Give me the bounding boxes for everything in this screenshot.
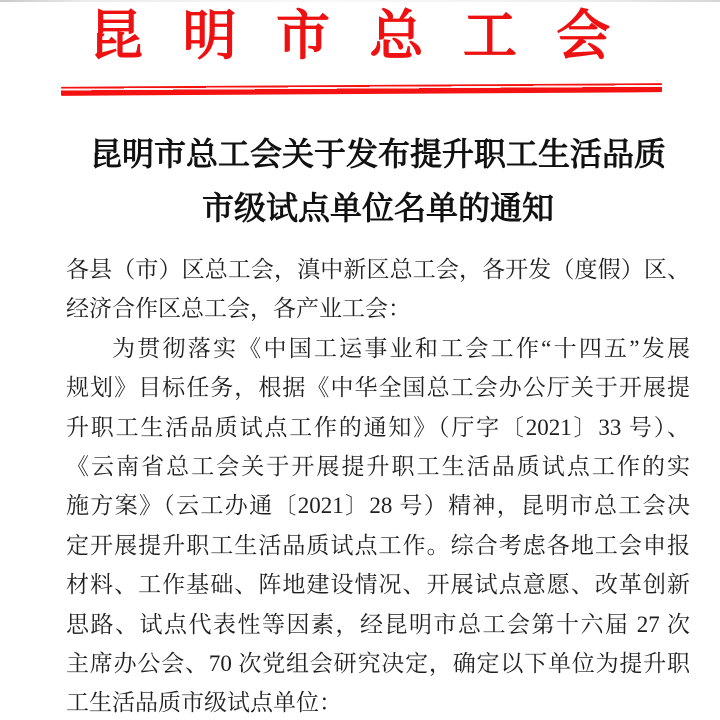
body-line: 工生活品质市级试点单位：	[66, 690, 342, 716]
body-line: 思路、试点代表性等因素，经昆明市总工会第十六届 27 次	[66, 611, 690, 637]
body-line: 规划》目标任务，根据《中华全国总工会办公厅关于开展提	[66, 375, 690, 401]
body-line: 施方案》（云工办通〔2021〕28 号）精神，昆明市总工会决	[66, 493, 690, 519]
body-line: 主席办公会、70 次党组会研究决定，确定以下单位为提升职	[66, 650, 690, 676]
body-line: 材料、工作基础、阵地建设情况、开展试点意愿、改革创新	[66, 572, 690, 598]
document-body	[66, 250, 690, 720]
body-line: 经济合作区总工会，各产业工会：	[66, 296, 411, 322]
body-line: 《云南省总工会关于开展提升职工生活品质试点工作的实	[66, 453, 690, 479]
letterhead-divider-rule	[61, 83, 662, 96]
letterhead-org-name: 昆明市总工会	[89, 6, 650, 66]
document-title-line-1: 昆明市总工会关于发布提升职工生活品质	[89, 136, 666, 172]
body-line: 各县（市）区总工会，滇中新区总工会，各开发（度假）区、	[66, 257, 690, 282]
document-title	[66, 127, 690, 235]
body-line: 为贯彻落实《中国工运事业和工会工作“十四五”发展	[112, 335, 690, 361]
body-line: 升职工生活品质试点工作的通知》（厅字〔2021〕33 号）、	[66, 414, 690, 440]
scan-edge-artifact	[0, 0, 720, 2]
document-title-line-2: 市级试点单位名单的通知	[201, 190, 554, 226]
body-line: 定开展提升职工生活品质试点工作。综合考虑各地工会申报	[66, 532, 690, 558]
